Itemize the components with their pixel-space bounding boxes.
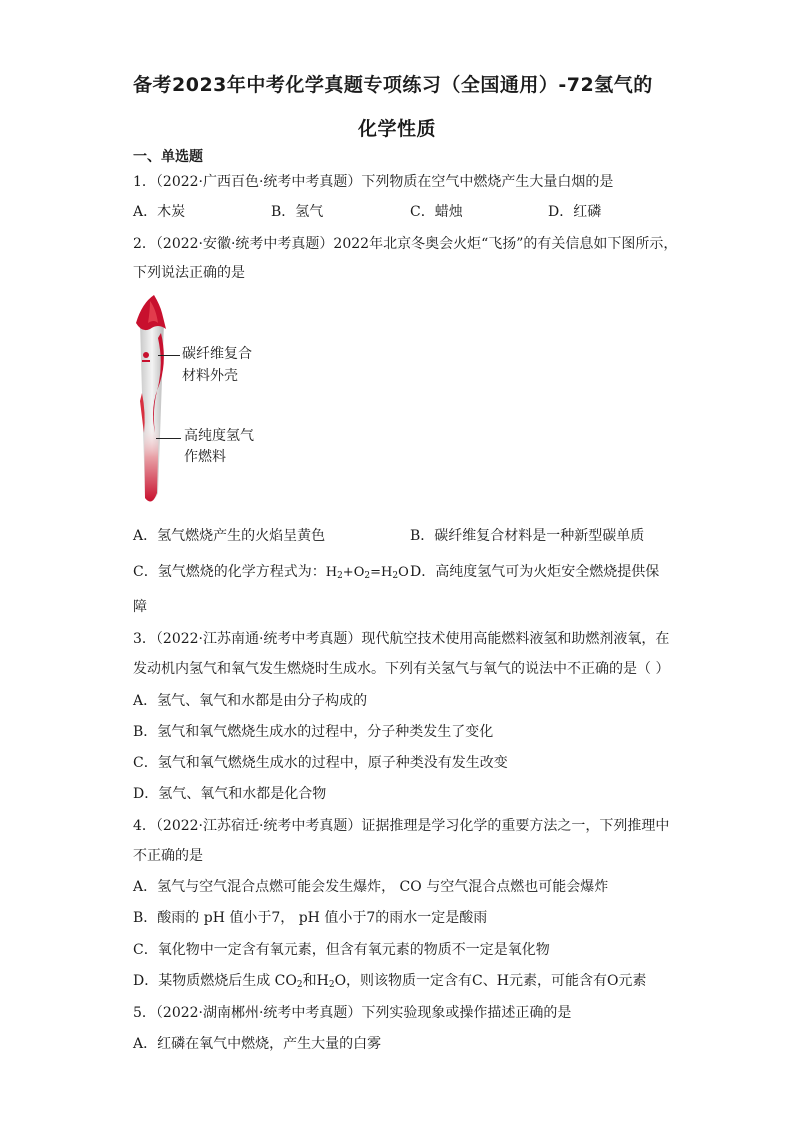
question-2-option-a: A．氢气燃烧产生的火焰呈黄色 <box>133 528 326 544</box>
question-2-option-b: B．碳纤维复合材料是一种新型碳单质 <box>410 528 645 544</box>
question-4-stem-line1: 4．（2022·江苏宿迁·统考中考真题）证据推理是学习化学的重要方法之一，下列推理中 <box>133 818 670 834</box>
question-3-option-d: D．氢气、氧气和水都是化合物 <box>133 786 327 802</box>
question-2-option-d-line1: D．高纯度氢气可为火炬安全燃烧提供保 <box>410 564 660 580</box>
page-title-line2: 化学性质 <box>358 118 437 140</box>
question-4-option-c: C．氧化物中一定含有氧元素，但含有氧元素的物质不一定是氧化物 <box>133 942 550 958</box>
question-4-option-b: B．酸雨的 pH 值小于7， pH 值小于7的雨水一定是酸雨 <box>133 910 488 926</box>
question-5-option-a: A．红磷在氧气中燃烧，产生大量的白雾 <box>133 1036 382 1052</box>
question-4-option-d: D．某物质燃烧后生成 $CO_2$和$H_2O$，则该物质一定含有C、H元素，可能含有O元素 <box>133 973 647 990</box>
section-heading: 一、单选题 <box>133 149 203 165</box>
question-3-option-c: C．氢气和氧气燃烧生成水的过程中，原子种类没有发生改变 <box>133 755 508 771</box>
question-3-option-a: A．氢气、氧气和水都是由分子构成的 <box>133 693 368 709</box>
question-2-stem-line1: 2．（2022·安徽·统考中考真题）2022年北京冬奥会火炬“飞扬”的有关信息如下图所示， <box>133 236 678 252</box>
figure-label-fuel-line2: 作燃料 <box>184 449 226 465</box>
figure-label-shell-line1: 碳纤维复合 <box>182 346 252 362</box>
question-4-option-a: A．氢气与空气混合点燃可能会发生爆炸， CO 与空气混合点燃也可能会爆炸 <box>133 879 609 895</box>
question-2-option-c-text: C．氢气燃烧的化学方程式为： <box>133 564 326 580</box>
question-1-option-a: A．木炭 <box>133 204 186 220</box>
question-3-stem-line2: 发动机内氢气和氧气发生燃烧时生成水。下列有关氢气与氧气的说法中不正确的是（ ） <box>133 661 670 677</box>
leader-line-2 <box>156 438 181 439</box>
question-1-option-b: B．氢气 <box>271 204 324 220</box>
question-2-stem-line2: 下列说法正确的是 <box>133 265 245 281</box>
question-3-stem-line1: 3．（2022·江苏南通·统考中考真题）现代航空技术使用高能燃料液氢和助燃剂液氧，在 <box>133 631 670 647</box>
question-1-option-d: D．红磷 <box>548 204 602 220</box>
question-1-option-c: C．蜡烛 <box>410 204 463 220</box>
figure-label-fuel-line1: 高纯度氢气 <box>184 428 254 444</box>
question-2-option-d-line2: 障 <box>133 599 147 615</box>
leader-line-1 <box>158 355 180 356</box>
torch-image <box>128 293 188 513</box>
figure-label-shell-line2: 材料外壳 <box>182 368 238 384</box>
question-2-option-c <box>133 562 409 586</box>
question-1-stem: 1．（2022·广西百色·统考中考真题）下列物质在空气中燃烧产生大量白烟的是 <box>133 174 614 190</box>
question-4-stem-line2: 不正确的是 <box>133 848 203 864</box>
question-5-stem: 5．（2022·湖南郴州·统考中考真题）下列实验现象或操作描述正确的是 <box>133 1005 572 1021</box>
page-title-line1: 备考2023年中考化学真题专项练习（全国通用）-72氢气的 <box>133 74 653 96</box>
question-3-option-b: B．氢气和氧气燃烧生成水的过程中，分子种类发生了变化 <box>133 724 494 740</box>
equation: $H_2+O_2=H_2O$ <box>325 565 409 581</box>
